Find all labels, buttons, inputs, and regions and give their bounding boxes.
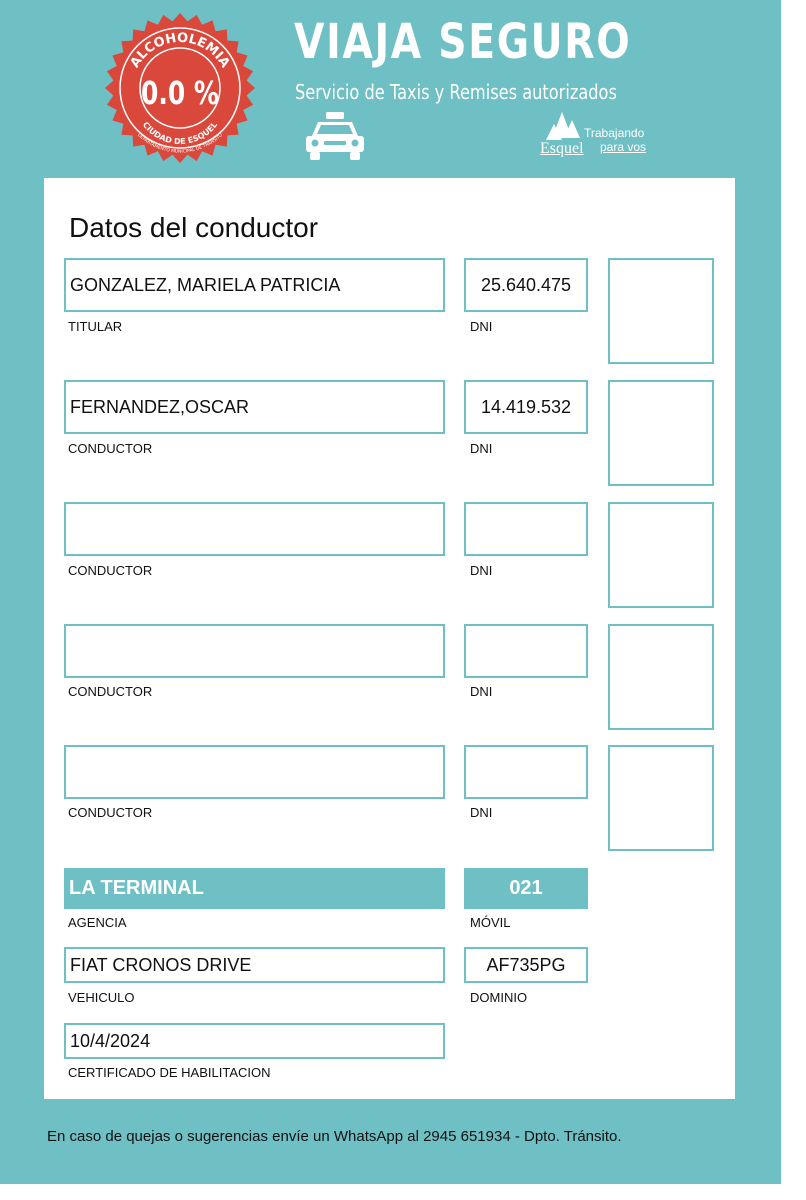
movil-label: MÓVIL (470, 915, 511, 930)
movil-field: 021 (464, 868, 588, 909)
conductor-1-name-field: FERNANDEZ,OSCAR (64, 380, 445, 434)
conductor-3-label: CONDUCTOR (68, 684, 153, 699)
page-title: VIAJA SEGURO (294, 14, 632, 70)
titular-label: TITULAR (68, 319, 123, 334)
taxi-icon (306, 112, 364, 164)
seal-top-text: ALCOHOLEMIA (127, 30, 233, 71)
conductor-3-dni-field (464, 624, 588, 678)
conductor-2-dni-label: DNI (470, 563, 493, 578)
domain-label: DOMINIO (470, 990, 528, 1005)
esquel-slogan-line1: Trabajando (584, 126, 645, 140)
seal-footer-text: DEPARTAMENTO MUNICIPAL DE TRÁNSITO (136, 132, 224, 155)
conductor-4-label: CONDUCTOR (68, 805, 153, 820)
esquel-municipal-logo (540, 112, 670, 162)
titular-photo-box (608, 258, 714, 364)
footer-contact-note: En caso de quejas o sugerencias envíe un WhatsApp al 2945 651934 - Dpto. Tránsito. (47, 1128, 622, 1145)
conductor-2-dni-field (464, 502, 588, 556)
conductor-1-dni-label: DNI (470, 441, 493, 456)
titular-dni-field: 25.640.475 (464, 258, 588, 312)
certificate-field: 10/4/2024 (64, 1023, 445, 1059)
conductor-4-name-field (64, 745, 445, 799)
seal-bottom-text: CIUDAD DE ESQUEL (140, 120, 220, 147)
agency-label: AGENCIA (68, 915, 127, 930)
agency-field: LA TERMINAL (64, 868, 445, 909)
conductor-2-photo-box (608, 502, 714, 608)
esquel-slogan-line2: para vos (600, 140, 647, 154)
seal-value: 0.0 % (141, 73, 219, 112)
conductor-3-dni-label: DNI (470, 684, 493, 699)
titular-name-field: GONZALEZ, MARIELA PATRICIA (64, 258, 445, 312)
alcoholemia-seal (104, 12, 256, 164)
certificate-label: CERTIFICADO DE HABILITACION (68, 1065, 271, 1080)
vehicle-field: FIAT CRONOS DRIVE (64, 947, 445, 983)
section-title: Datos del conductor (69, 212, 319, 243)
conductor-3-photo-box (608, 624, 714, 730)
conductor-2-name-field (64, 502, 445, 556)
mountain-trees-icon (544, 112, 584, 142)
vehicle-label: VEHICULO (68, 990, 135, 1005)
esquel-logo-name: Esquel (540, 140, 584, 157)
conductor-4-photo-box (608, 745, 714, 851)
domain-field: AF735PG (464, 947, 588, 983)
conductor-4-dni-field (464, 745, 588, 799)
conductor-1-photo-box (608, 380, 714, 486)
conductor-1-label: CONDUCTOR (68, 441, 153, 456)
titular-dni-label: DNI (470, 319, 493, 334)
conductor-1-dni-field: 14.419.532 (464, 380, 588, 434)
conductor-2-label: CONDUCTOR (68, 563, 153, 578)
page-subtitle: Servicio de Taxis y Remises autorizados (295, 80, 617, 104)
conductor-4-dni-label: DNI (470, 805, 493, 820)
driver-data-panel (44, 178, 735, 1099)
conductor-3-name-field (64, 624, 445, 678)
